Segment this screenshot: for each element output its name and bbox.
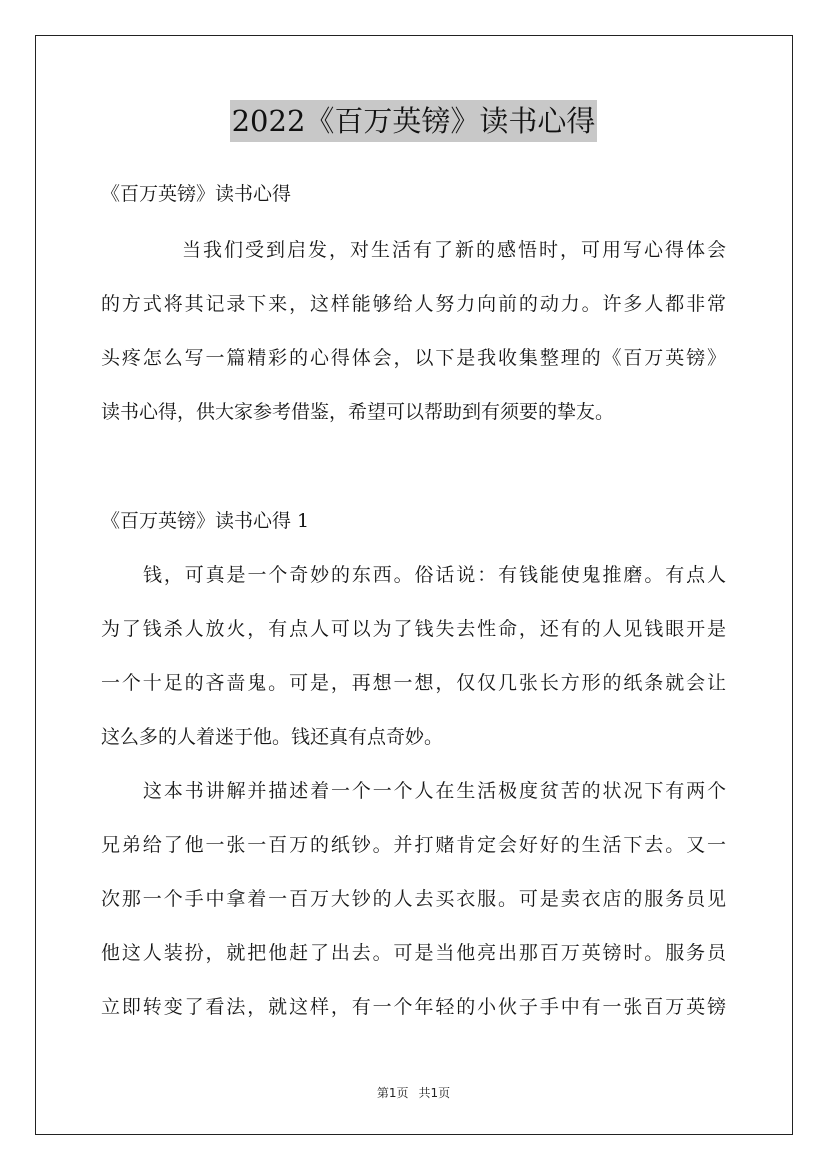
intro-line-3: 头疼怎么写一篇精彩的心得体会，以下是我收集整理的《百万英镑》 bbox=[101, 347, 726, 369]
para1-line-1: 钱，可真是一个奇妙的东西。俗话说：有钱能使鬼推磨。有点人 bbox=[143, 564, 726, 586]
intro-line-1: 当我们受到启发，对生活有了新的感悟时，可用写心得体会 bbox=[182, 239, 726, 261]
section-heading-1: 《百万英镑》读书心得 1 bbox=[101, 510, 310, 532]
para2-line-4: 他这人装扮，就把他赶了出去。可是当他亮出那百万英镑时。服务员 bbox=[101, 942, 726, 964]
para2-line-1: 这本书讲解并描述着一个一个人在生活极度贫苦的状况下有两个 bbox=[143, 780, 726, 802]
title-wrapper bbox=[0, 100, 827, 142]
document-subtitle: 《百万英镑》读书心得 bbox=[101, 183, 292, 205]
para1-line-4: 这么多的人着迷于他。钱还真有点奇妙。 bbox=[101, 726, 444, 748]
page-footer bbox=[0, 1084, 827, 1101]
para2-line-2: 兄弟给了他一张一百万的纸钞。并打赌肯定会好好的生活下去。又一 bbox=[101, 834, 726, 856]
para2-line-5: 立即转变了看法，就这样，有一个年轻的小伙子手中有一张百万英镑 bbox=[101, 996, 726, 1018]
document-title: 2022《百万英镑》读书心得 bbox=[230, 100, 598, 142]
intro-line-2: 的方式将其记录下来，这样能够给人努力向前的动力。许多人都非常 bbox=[101, 293, 726, 315]
intro-line-4: 读书心得，供大家参考借鉴，希望可以帮助到有须要的挚友。 bbox=[101, 401, 615, 423]
page-number-current: 第1页 bbox=[376, 1086, 409, 1100]
para2-line-3: 次那一个手中拿着一百万大钞的人去买衣服。可是卖衣店的服务员见 bbox=[101, 888, 726, 910]
para1-line-3: 一个十足的吝啬鬼。可是，再想一想，仅仅几张长方形的纸条就会让 bbox=[101, 672, 726, 694]
para1-line-2: 为了钱杀人放火，有点人可以为了钱失去性命，还有的人见钱眼开是 bbox=[101, 618, 726, 640]
page-number-total: 共1页 bbox=[418, 1086, 451, 1100]
